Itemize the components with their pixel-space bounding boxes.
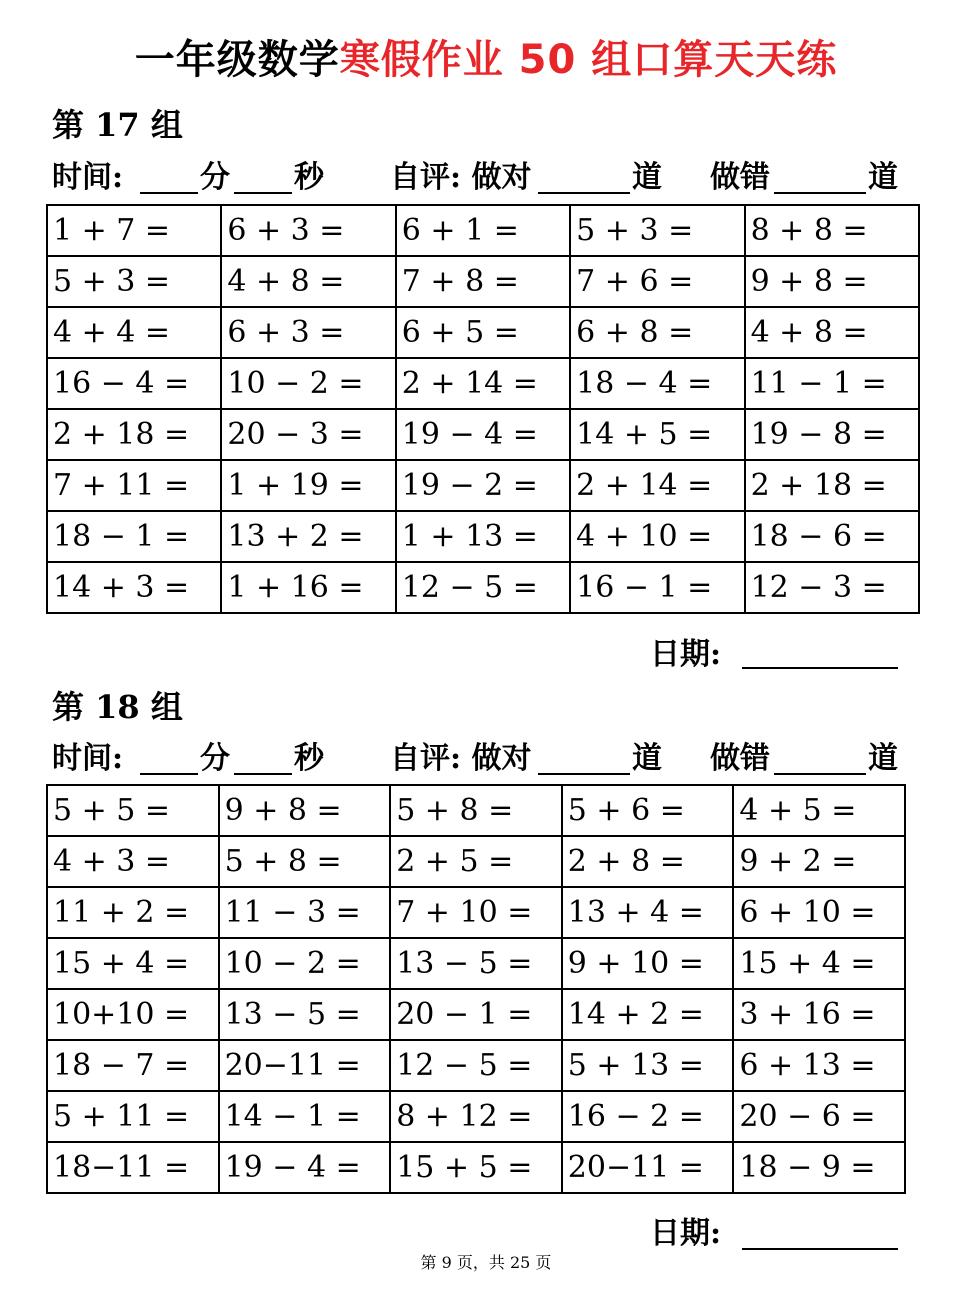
problem-cell[interactable]: 1 + 19 = [221, 460, 395, 511]
wrong-blank[interactable] [774, 773, 866, 775]
problem-cell[interactable]: 18−11 = [47, 1142, 219, 1193]
problem-cell[interactable]: 1 + 7 = [47, 205, 221, 256]
problem-cell[interactable]: 5 + 8 = [219, 836, 391, 887]
problem-cell[interactable]: 5 + 8 = [390, 785, 562, 836]
problem-cell[interactable]: 5 + 5 = [47, 785, 219, 836]
problem-row [47, 887, 905, 938]
problem-cell[interactable]: 2 + 8 = [562, 836, 734, 887]
problem-cell[interactable]: 2 + 14 = [570, 460, 744, 511]
problem-cell[interactable]: 13 + 2 = [221, 511, 395, 562]
problem-cell[interactable]: 13 − 5 = [219, 989, 391, 1040]
title-part-black: 一年级数学 [134, 37, 340, 83]
problem-grid-18 [46, 784, 906, 1194]
problem-cell[interactable]: 9 + 10 = [562, 938, 734, 989]
minute-blank[interactable] [140, 192, 198, 194]
problem-cell[interactable]: 8 + 8 = [745, 205, 919, 256]
second-blank[interactable] [234, 192, 292, 194]
problem-cell[interactable]: 6 + 5 = [396, 307, 570, 358]
problem-cell[interactable]: 16 − 4 = [47, 358, 221, 409]
problem-cell[interactable]: 4 + 5 = [733, 785, 905, 836]
problem-cell[interactable]: 12 − 5 = [396, 562, 570, 613]
second-blank[interactable] [234, 773, 292, 775]
problem-cell[interactable]: 20−11 = [219, 1040, 391, 1091]
problem-cell[interactable]: 9 + 8 = [219, 785, 391, 836]
problem-cell[interactable]: 5 + 3 = [47, 256, 221, 307]
dao-label: 道 [868, 741, 898, 776]
problem-cell[interactable]: 7 + 11 = [47, 460, 221, 511]
problem-cell[interactable]: 10+10 = [47, 989, 219, 1040]
problem-cell[interactable]: 18 − 7 = [47, 1040, 219, 1091]
problem-row [47, 785, 905, 836]
problem-row [47, 1091, 905, 1142]
problem-cell[interactable]: 12 − 3 = [745, 562, 919, 613]
problem-row [47, 256, 919, 307]
problem-cell[interactable]: 6 + 13 = [733, 1040, 905, 1091]
minute-label: 分 [200, 741, 230, 776]
problem-cell[interactable]: 1 + 16 = [221, 562, 395, 613]
problem-cell[interactable]: 10 − 2 = [221, 358, 395, 409]
problem-cell[interactable]: 20 − 3 = [221, 409, 395, 460]
problem-cell[interactable]: 7 + 8 = [396, 256, 570, 307]
problem-cell[interactable]: 12 − 5 = [390, 1040, 562, 1091]
minute-label: 分 [200, 160, 230, 195]
problem-row [47, 205, 919, 256]
problem-cell[interactable]: 6 + 3 = [221, 307, 395, 358]
group-title-17: 第 17 组 [52, 106, 183, 144]
wrong-label: 做错 [710, 741, 770, 776]
problem-cell[interactable]: 18 − 4 = [570, 358, 744, 409]
problem-row [47, 307, 919, 358]
problem-cell[interactable]: 2 + 5 = [390, 836, 562, 887]
problem-cell[interactable]: 5 + 13 = [562, 1040, 734, 1091]
problem-cell[interactable]: 6 + 8 = [570, 307, 744, 358]
problem-cell[interactable]: 2 + 18 = [745, 460, 919, 511]
correct-blank[interactable] [538, 773, 630, 775]
title-part-red: 寒假作业 50 组口算天天练 [339, 37, 838, 83]
time-label: 时间: [52, 741, 124, 776]
date-label-17: 日期: [650, 637, 722, 672]
info-line-17 [52, 158, 912, 198]
problem-cell[interactable]: 4 + 10 = [570, 511, 744, 562]
minute-blank[interactable] [140, 773, 198, 775]
problem-cell[interactable]: 3 + 16 = [733, 989, 905, 1040]
second-label: 秒 [294, 741, 324, 776]
page-footer: 第 9 页，共 25 页 [420, 1253, 552, 1272]
problem-cell[interactable]: 5 + 6 = [562, 785, 734, 836]
problem-row [47, 562, 919, 613]
wrong-label: 做错 [710, 160, 770, 195]
dao-label: 道 [632, 741, 662, 776]
problem-cell[interactable]: 4 + 4 = [47, 307, 221, 358]
problem-cell[interactable]: 8 + 12 = [390, 1091, 562, 1142]
problem-cell[interactable]: 5 + 3 = [570, 205, 744, 256]
problem-cell[interactable]: 18 − 1 = [47, 511, 221, 562]
date-blank[interactable] [742, 667, 898, 669]
problem-cell[interactable]: 14 + 5 = [570, 409, 744, 460]
date-label-18: 日期: [650, 1216, 722, 1251]
self-eval-label: 自评: 做对 [390, 741, 532, 776]
problem-cell[interactable]: 14 − 1 = [219, 1091, 391, 1142]
problem-cell[interactable]: 6 + 1 = [396, 205, 570, 256]
problem-row [47, 1142, 905, 1193]
problem-cell[interactable]: 6 + 3 = [221, 205, 395, 256]
problem-cell[interactable]: 13 − 5 = [390, 938, 562, 989]
problem-cell[interactable]: 18 − 9 = [733, 1142, 905, 1193]
problem-cell[interactable]: 11 − 1 = [745, 358, 919, 409]
problem-cell[interactable]: 1 + 13 = [396, 511, 570, 562]
problem-cell[interactable]: 16 − 1 = [570, 562, 744, 613]
problem-row [47, 460, 919, 511]
problem-cell[interactable]: 15 + 5 = [390, 1142, 562, 1193]
problem-cell[interactable]: 16 − 2 = [562, 1091, 734, 1142]
group-title-18: 第 18 组 [52, 688, 183, 726]
problem-cell[interactable]: 15 + 4 = [733, 938, 905, 989]
problem-cell[interactable]: 11 − 3 = [219, 887, 391, 938]
correct-blank[interactable] [538, 192, 630, 194]
problem-cell[interactable]: 9 + 8 = [745, 256, 919, 307]
time-label: 时间: [52, 160, 124, 195]
problem-row [47, 1040, 905, 1091]
problem-row [47, 511, 919, 562]
problem-cell[interactable]: 19 − 4 = [219, 1142, 391, 1193]
problem-cell[interactable]: 15 + 4 = [47, 938, 219, 989]
problem-cell[interactable]: 4 + 3 = [47, 836, 219, 887]
second-label: 秒 [294, 160, 324, 195]
problem-cell[interactable]: 14 + 3 = [47, 562, 221, 613]
problem-cell[interactable]: 5 + 11 = [47, 1091, 219, 1142]
problem-cell[interactable]: 19 − 4 = [396, 409, 570, 460]
dao-label: 道 [868, 160, 898, 195]
problem-cell[interactable]: 13 + 4 = [562, 887, 734, 938]
problem-cell[interactable]: 20−11 = [562, 1142, 734, 1193]
problem-cell[interactable]: 20 − 6 = [733, 1091, 905, 1142]
wrong-blank[interactable] [774, 192, 866, 194]
problem-cell[interactable]: 4 + 8 = [221, 256, 395, 307]
page-title [0, 30, 972, 90]
problem-cell[interactable]: 10 − 2 = [219, 938, 391, 989]
problem-cell[interactable]: 9 + 2 = [733, 836, 905, 887]
problem-row [47, 938, 905, 989]
problem-row [47, 409, 919, 460]
problem-cell[interactable]: 19 − 8 = [745, 409, 919, 460]
problem-cell[interactable]: 14 + 2 = [562, 989, 734, 1040]
problem-cell[interactable]: 6 + 10 = [733, 887, 905, 938]
problem-row [47, 358, 919, 409]
info-line-18 [52, 739, 912, 779]
dao-label: 道 [632, 160, 662, 195]
problem-cell[interactable]: 19 − 2 = [396, 460, 570, 511]
problem-cell[interactable]: 4 + 8 = [745, 307, 919, 358]
problem-cell[interactable]: 2 + 14 = [396, 358, 570, 409]
problem-cell[interactable]: 20 − 1 = [390, 989, 562, 1040]
problem-cell[interactable]: 2 + 18 = [47, 409, 221, 460]
problem-cell[interactable]: 18 − 6 = [745, 511, 919, 562]
date-blank[interactable] [742, 1248, 898, 1250]
problem-grid-17 [46, 204, 920, 614]
problem-cell[interactable]: 7 + 6 = [570, 256, 744, 307]
self-eval-label: 自评: 做对 [390, 160, 532, 195]
problem-row [47, 836, 905, 887]
problem-row [47, 989, 905, 1040]
problem-cell[interactable]: 11 + 2 = [47, 887, 219, 938]
problem-cell[interactable]: 7 + 10 = [390, 887, 562, 938]
